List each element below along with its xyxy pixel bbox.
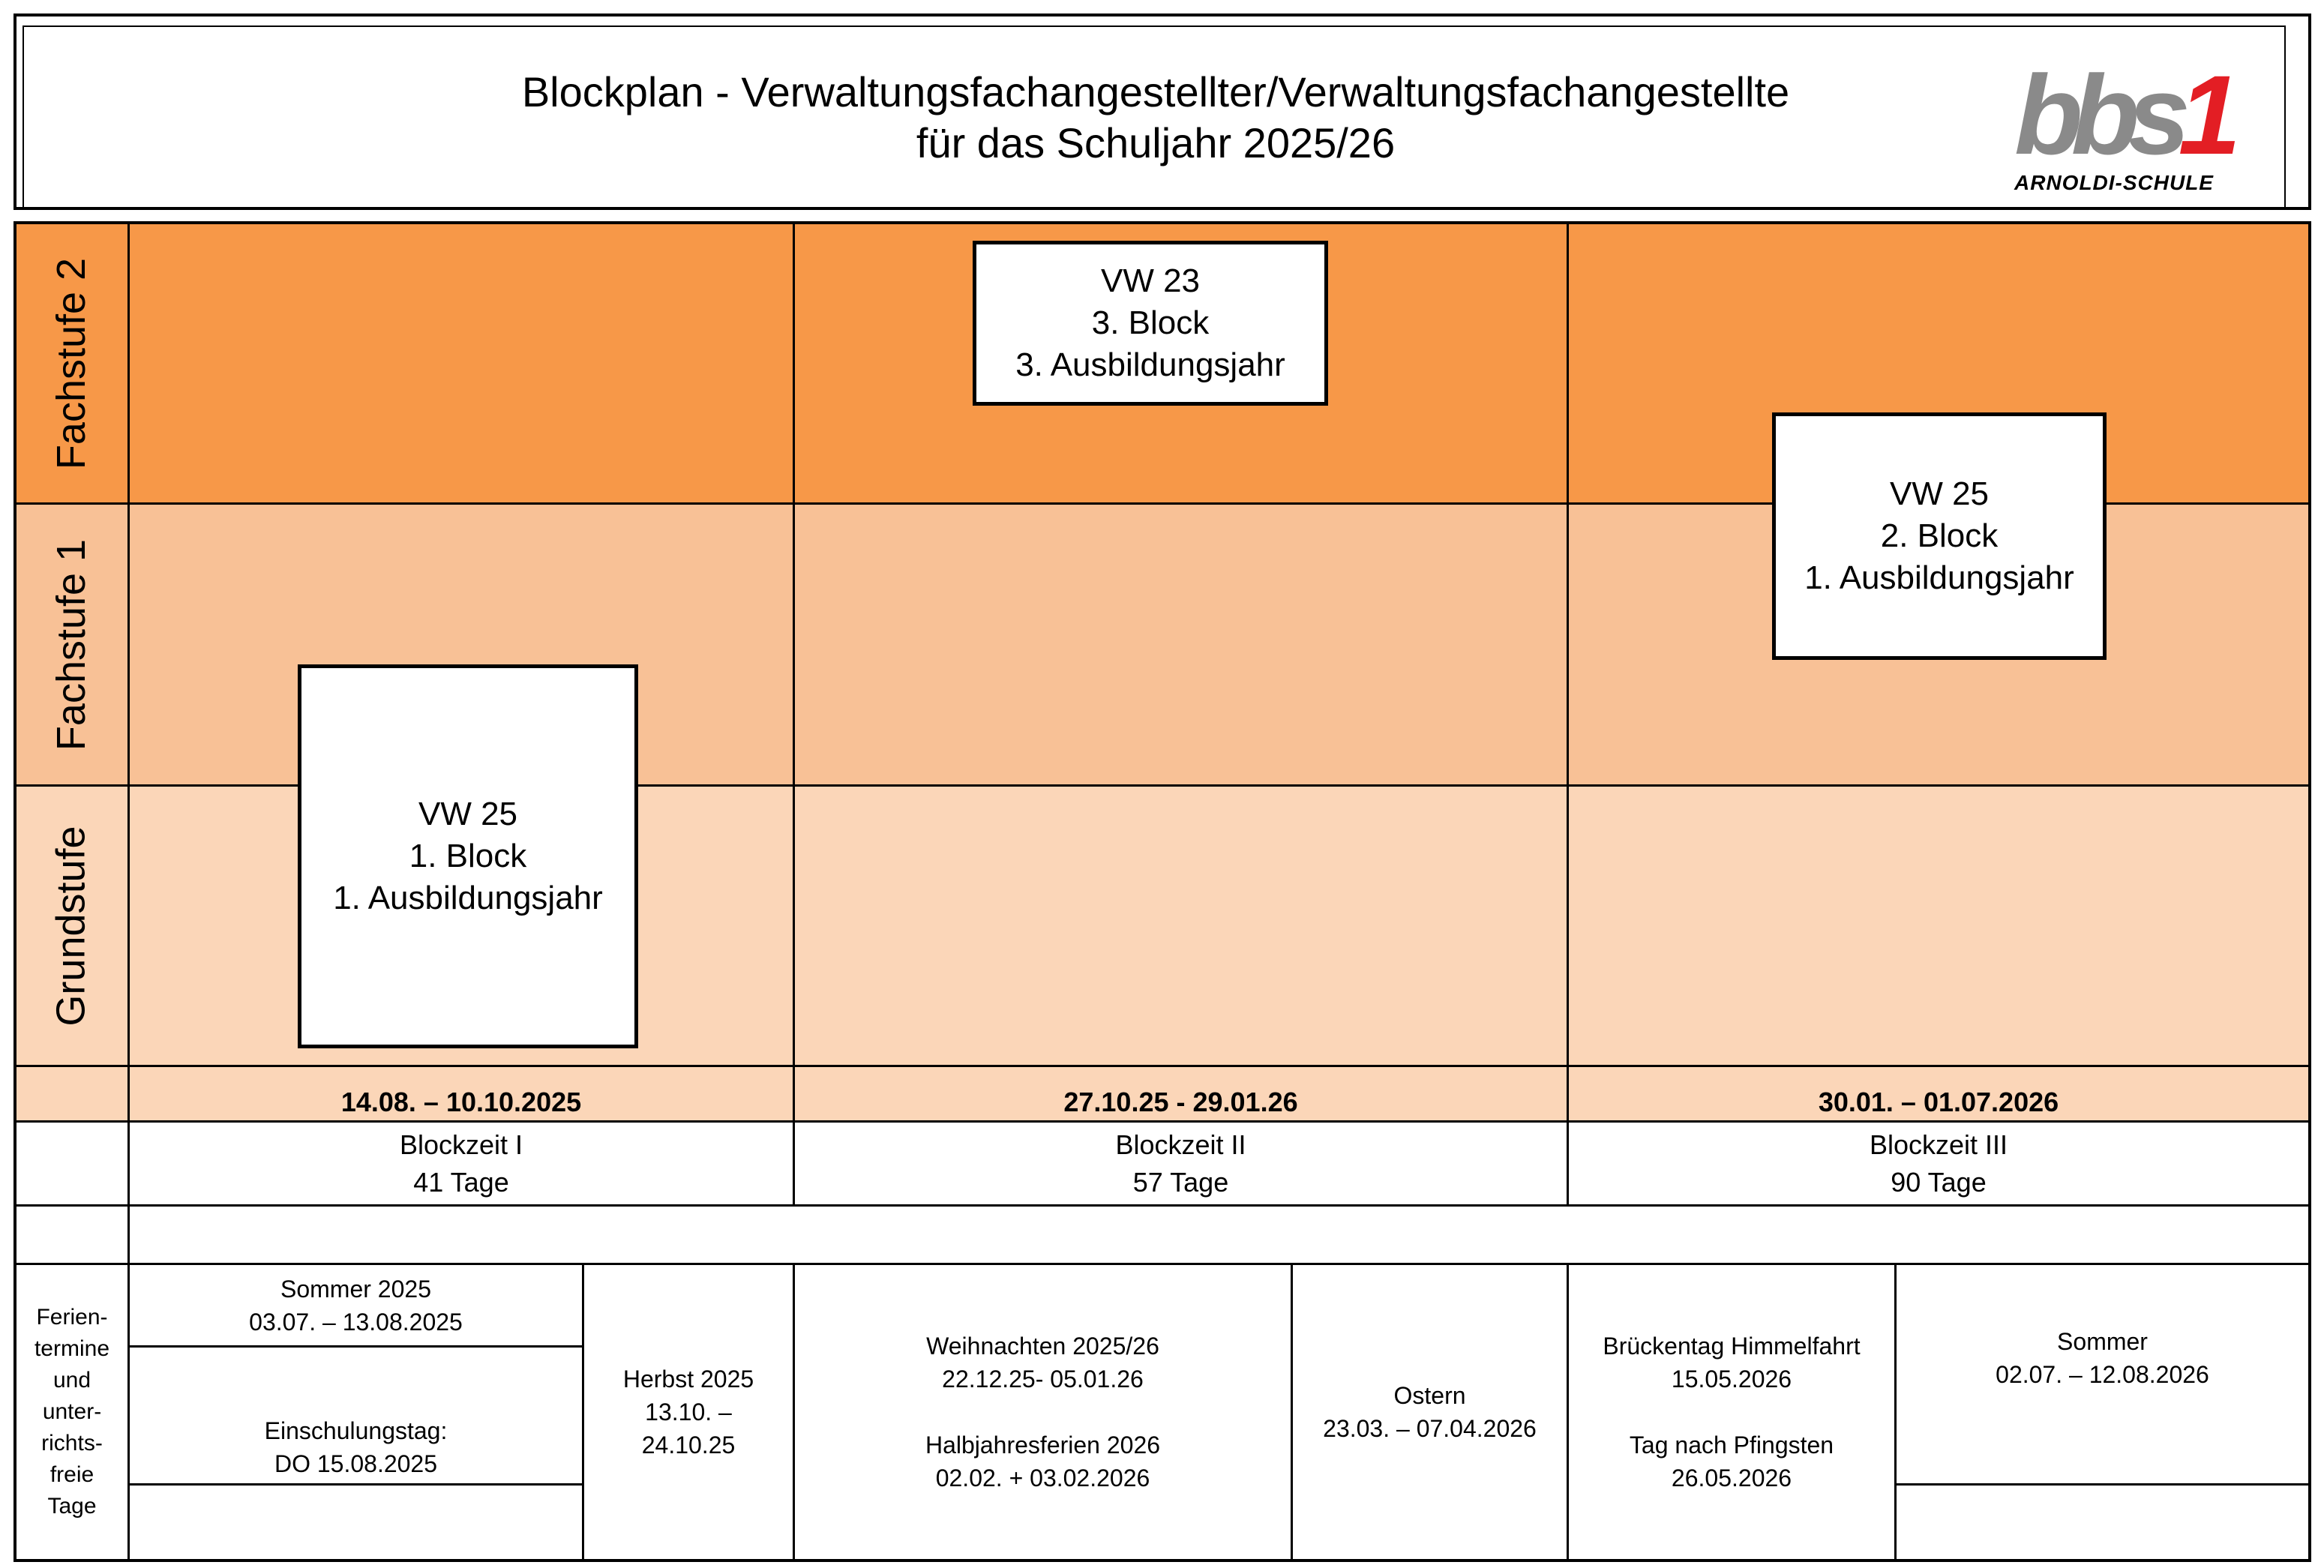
divider — [793, 224, 795, 1204]
holiday-title: Einschulungstag: — [264, 1417, 448, 1444]
divider — [1567, 224, 1569, 1204]
period-name: Blockzeit II — [1115, 1129, 1246, 1160]
period-dates-2: 27.10.25 - 29.01.26 — [1063, 1086, 1298, 1117]
holiday-title: Sommer 2025 — [280, 1275, 431, 1303]
page-subtitle: für das Schuljahr 2025/26 — [916, 119, 1396, 166]
holiday-dates: 02.02. + 03.02.2026 — [935, 1465, 1150, 1492]
holiday-dates: 15.05.2026 — [1671, 1366, 1792, 1393]
holiday-sommer-2026 — [1897, 1265, 2308, 1483]
period-dates-3: 30.01. – 01.07.2026 — [1818, 1086, 2059, 1117]
block-number: 3. Block — [1091, 304, 1210, 341]
holidays-label-line: Tage — [47, 1494, 97, 1519]
holiday-title: Ostern — [1393, 1382, 1466, 1409]
holiday-dates: 03.07. – 13.08.2025 — [249, 1308, 463, 1336]
period-days: 57 Tage — [1132, 1166, 1229, 1198]
holiday-dates: DO 15.08.2025 — [274, 1450, 438, 1477]
divider — [16, 1204, 2308, 1207]
holiday-title: Sommer — [2057, 1328, 2148, 1355]
holidays-label-line: termine — [34, 1336, 110, 1361]
holidays-label-line: richts- — [41, 1431, 103, 1456]
holiday-title: Weihnachten 2025/26 — [926, 1333, 1159, 1360]
row-label-text: Grundstufe — [49, 825, 94, 1027]
period-days: 90 Tage — [1891, 1166, 1987, 1198]
holiday-dates: 13.10. – — [645, 1399, 732, 1426]
holiday-einschulungstag — [130, 1348, 582, 1483]
holidays-label-line: unter- — [42, 1399, 102, 1424]
holiday-sommer-2025 — [130, 1265, 582, 1345]
holiday-title: Brückentag Himmelfahrt — [1603, 1333, 1861, 1360]
block-vw25-2 — [1772, 412, 2107, 660]
row-label-fachstufe1 — [30, 505, 112, 784]
holiday-dates: 02.07. – 12.08.2026 — [1996, 1361, 2209, 1388]
logo-mark: bbs1 — [2014, 52, 2230, 178]
holiday-dates: 22.12.25- 05.01.26 — [942, 1366, 1144, 1393]
holiday-title: Halbjahresferien 2026 — [925, 1432, 1161, 1459]
period-name: Blockzeit III — [1869, 1129, 2008, 1160]
holiday-dates: 26.05.2026 — [1671, 1465, 1792, 1492]
logo — [2014, 52, 2230, 194]
period-days: 41 Tage — [413, 1166, 509, 1198]
holiday-weihnachten — [795, 1265, 1291, 1559]
holiday-dates: 24.10.25 — [641, 1432, 736, 1459]
holidays-label-line: und — [52, 1368, 91, 1393]
holiday-title: Herbst 2025 — [622, 1366, 754, 1393]
divider — [1896, 1483, 2308, 1486]
holiday-herbst-2025 — [584, 1265, 793, 1559]
holidays-label — [16, 1265, 127, 1559]
block-number: 1. Block — [409, 838, 527, 874]
row-label-grundstufe — [30, 787, 112, 1065]
block-class: VW 25 — [1889, 475, 1990, 512]
row-label-fachstufe2 — [30, 224, 112, 502]
block-class: VW 23 — [1100, 262, 1201, 299]
period-info-1 — [130, 1123, 793, 1204]
period-name: Blockzeit I — [399, 1129, 523, 1160]
blockplan-grid — [13, 221, 2311, 1562]
holiday-title: Tag nach Pfingsten — [1629, 1432, 1834, 1459]
holiday-dates: 23.03. – 07.04.2026 — [1323, 1415, 1537, 1442]
holidays-label-line: freie — [49, 1462, 94, 1487]
block-number: 2. Block — [1880, 517, 1999, 554]
block-class: VW 25 — [418, 796, 518, 832]
block-vw25-1 — [298, 664, 638, 1048]
period-info-2 — [795, 1123, 1567, 1204]
block-vw23-3 — [973, 241, 1328, 406]
row-label-text: Fachstufe 2 — [49, 257, 94, 469]
header — [22, 25, 2286, 208]
holiday-ostern — [1293, 1265, 1567, 1559]
logo-subtitle: ARNOLDI-SCHULE — [2014, 171, 2214, 194]
block-year: 1. Ausbildungsjahr — [333, 880, 603, 916]
period-info-3 — [1569, 1123, 2308, 1204]
period-dates-1: 14.08. – 10.10.2025 — [340, 1086, 582, 1117]
page-title: Blockplan - Verwaltungsfachangestellter/Verwaltungsfachangestellte — [521, 68, 1790, 115]
divider — [129, 1483, 583, 1486]
row-label-text: Fachstufe 1 — [49, 538, 94, 751]
holidays-label-line: Ferien- — [36, 1305, 108, 1330]
block-year: 1. Ausbildungsjahr — [1804, 559, 2074, 596]
block-year: 3. Ausbildungsjahr — [1015, 346, 1285, 383]
holiday-brueckentag — [1569, 1265, 1894, 1559]
